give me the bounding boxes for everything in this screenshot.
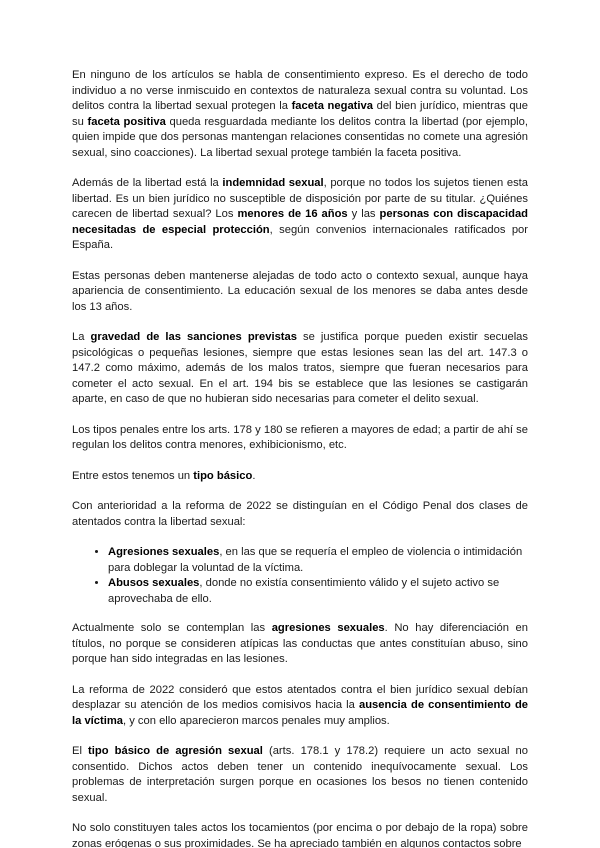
paragraph: [72, 821, 528, 848]
text-run: Con anterioridad a la reforma de 2022 se distinguían en el Código Penal dos clases de atentados contra la libertad sexual:: [72, 500, 528, 528]
text-run: . No hay diferenciación en títulos, no porque se consideren atípicas las conductas que antes constituían abuso, sino porque han sido integradas en las lesiones.: [72, 622, 528, 665]
bold-term: gravedad de las sanciones previstas: [90, 331, 297, 343]
text-run: , en las que se requería el empleo de violencia o intimidación para doblegar la voluntad de la víctima.: [108, 546, 523, 574]
bold-term: faceta positiva: [87, 115, 166, 128]
text-run: Actualmente solo se contemplan las: [72, 622, 272, 634]
paragraph: [72, 330, 528, 408]
bullet-list: [72, 545, 528, 607]
bold-term: ausencia de consentimiento de la víctima: [72, 699, 529, 727]
bold-term: agresiones sexuales: [271, 622, 385, 634]
text-run: No solo constituyen tales actos los tocamientos (por encima o por debajo de la ropa) sobre zonas erógenas o sus proximidades. Se ha apreciado también en algunos contactos sobre: [72, 822, 528, 848]
text-run: Estas personas deben mantenerse alejadas de todo acto o contexto sexual, aunque haya apariencia de consentimiento. La educación sexual de los menores se daba antes desde los 13 años.: [72, 269, 528, 313]
text-run: (arts. 178.1 y 178.2) requiere un acto sexual no consentido. Dichos actos deben tener un contenido inequívocamente sexual. Los problemas de interpretación surgen porque en ocasiones los besos no tienen contenido sexual.: [72, 745, 528, 804]
paragraph: [72, 176, 528, 254]
paragraph: [72, 621, 528, 668]
bold-term: personas con discapacidad necesitadas de especial protección: [72, 208, 528, 236]
bold-term: indemnidad sexual: [222, 177, 324, 189]
bold-term: faceta negativa: [291, 100, 373, 112]
text-run: Además de la libertad está la: [72, 177, 223, 189]
bold-term: menores de 16 años: [237, 208, 348, 220]
text-run: se justifica porque pueden existir secuelas psicológicas o pequeñas lesiones, siempre que estas lesiones sean las del art. 147.3 o 147.2 como máximo, además de los malos tratos, siempre que fueran necesarios para cometer el acto sexual. En el art. 194 bis se establece que las lesiones se castigarán aparte, en caso de que no hubieran sido necesarias para cometer el delito sexual.: [72, 331, 528, 405]
text-run: Los tipos penales entre los arts. 178 y 180 se refieren a mayores de edad; a partir de ahí se regulan los delitos contra menores, exhibicionismo, etc.: [72, 423, 528, 451]
paragraphs-before-list: [72, 68, 528, 530]
text-run: , porque no todos los sujetos tienen esta libertad. Es un bien jurídico no susceptible de disposición por parte de su titular. ¿Quiénes carecen de libertad sexual? Los: [72, 177, 528, 220]
paragraph: [72, 68, 528, 161]
paragraph: [72, 469, 528, 485]
text-run: El: [72, 745, 89, 757]
text-run: del bien jurídico, mientras que su: [72, 100, 528, 128]
list-item: [108, 545, 528, 576]
paragraph: [72, 269, 528, 316]
text-run: queda resguardada mediante los delitos contra la libertad (por ejemplo, quien impide que dos personas mantengan relaciones consentidas no comete una agresión sexual, sino coacciones). La libertad sexual protege también la faceta positiva.: [72, 115, 528, 159]
bold-term: tipo básico: [193, 469, 253, 482]
text-run: En ninguno de los artículos se habla de consentimiento expreso. Es el derecho de todo individuo a no verse inmiscuido en contextos de naturaleza sexual contra su voluntad. Los delitos contra la libertad sexual protegen la: [72, 69, 528, 112]
paragraph: [72, 744, 528, 806]
paragraph: [72, 423, 528, 454]
text-run: .: [252, 469, 256, 482]
list-item: [108, 576, 528, 607]
text-run: y las: [347, 208, 380, 220]
text-run: La reforma de 2022 consideró que estos atentados contra el bien jurídico sexual debían desplazar su atención de los medios comisivos hacia la: [72, 683, 528, 711]
text-run: La: [72, 331, 91, 343]
text-run: , donde no existía consentimiento válido y el sujeto activo se aprovechaba de ello.: [108, 577, 500, 605]
text-run: Entre estos tenemos un: [72, 469, 194, 482]
document-body: [72, 68, 528, 848]
paragraph: [72, 499, 528, 530]
bold-term: Abusos sexuales: [108, 577, 200, 589]
bold-term: Agresiones sexuales: [108, 546, 220, 558]
text-run: , y con ello aparecieron marcos penales muy amplios.: [123, 714, 390, 727]
text-run: , según convenios internacionales ratificados por España.: [72, 223, 528, 251]
paragraph: [72, 683, 528, 730]
paragraphs-after-list: [72, 621, 528, 848]
bold-term: tipo básico de agresión sexual: [88, 745, 263, 757]
